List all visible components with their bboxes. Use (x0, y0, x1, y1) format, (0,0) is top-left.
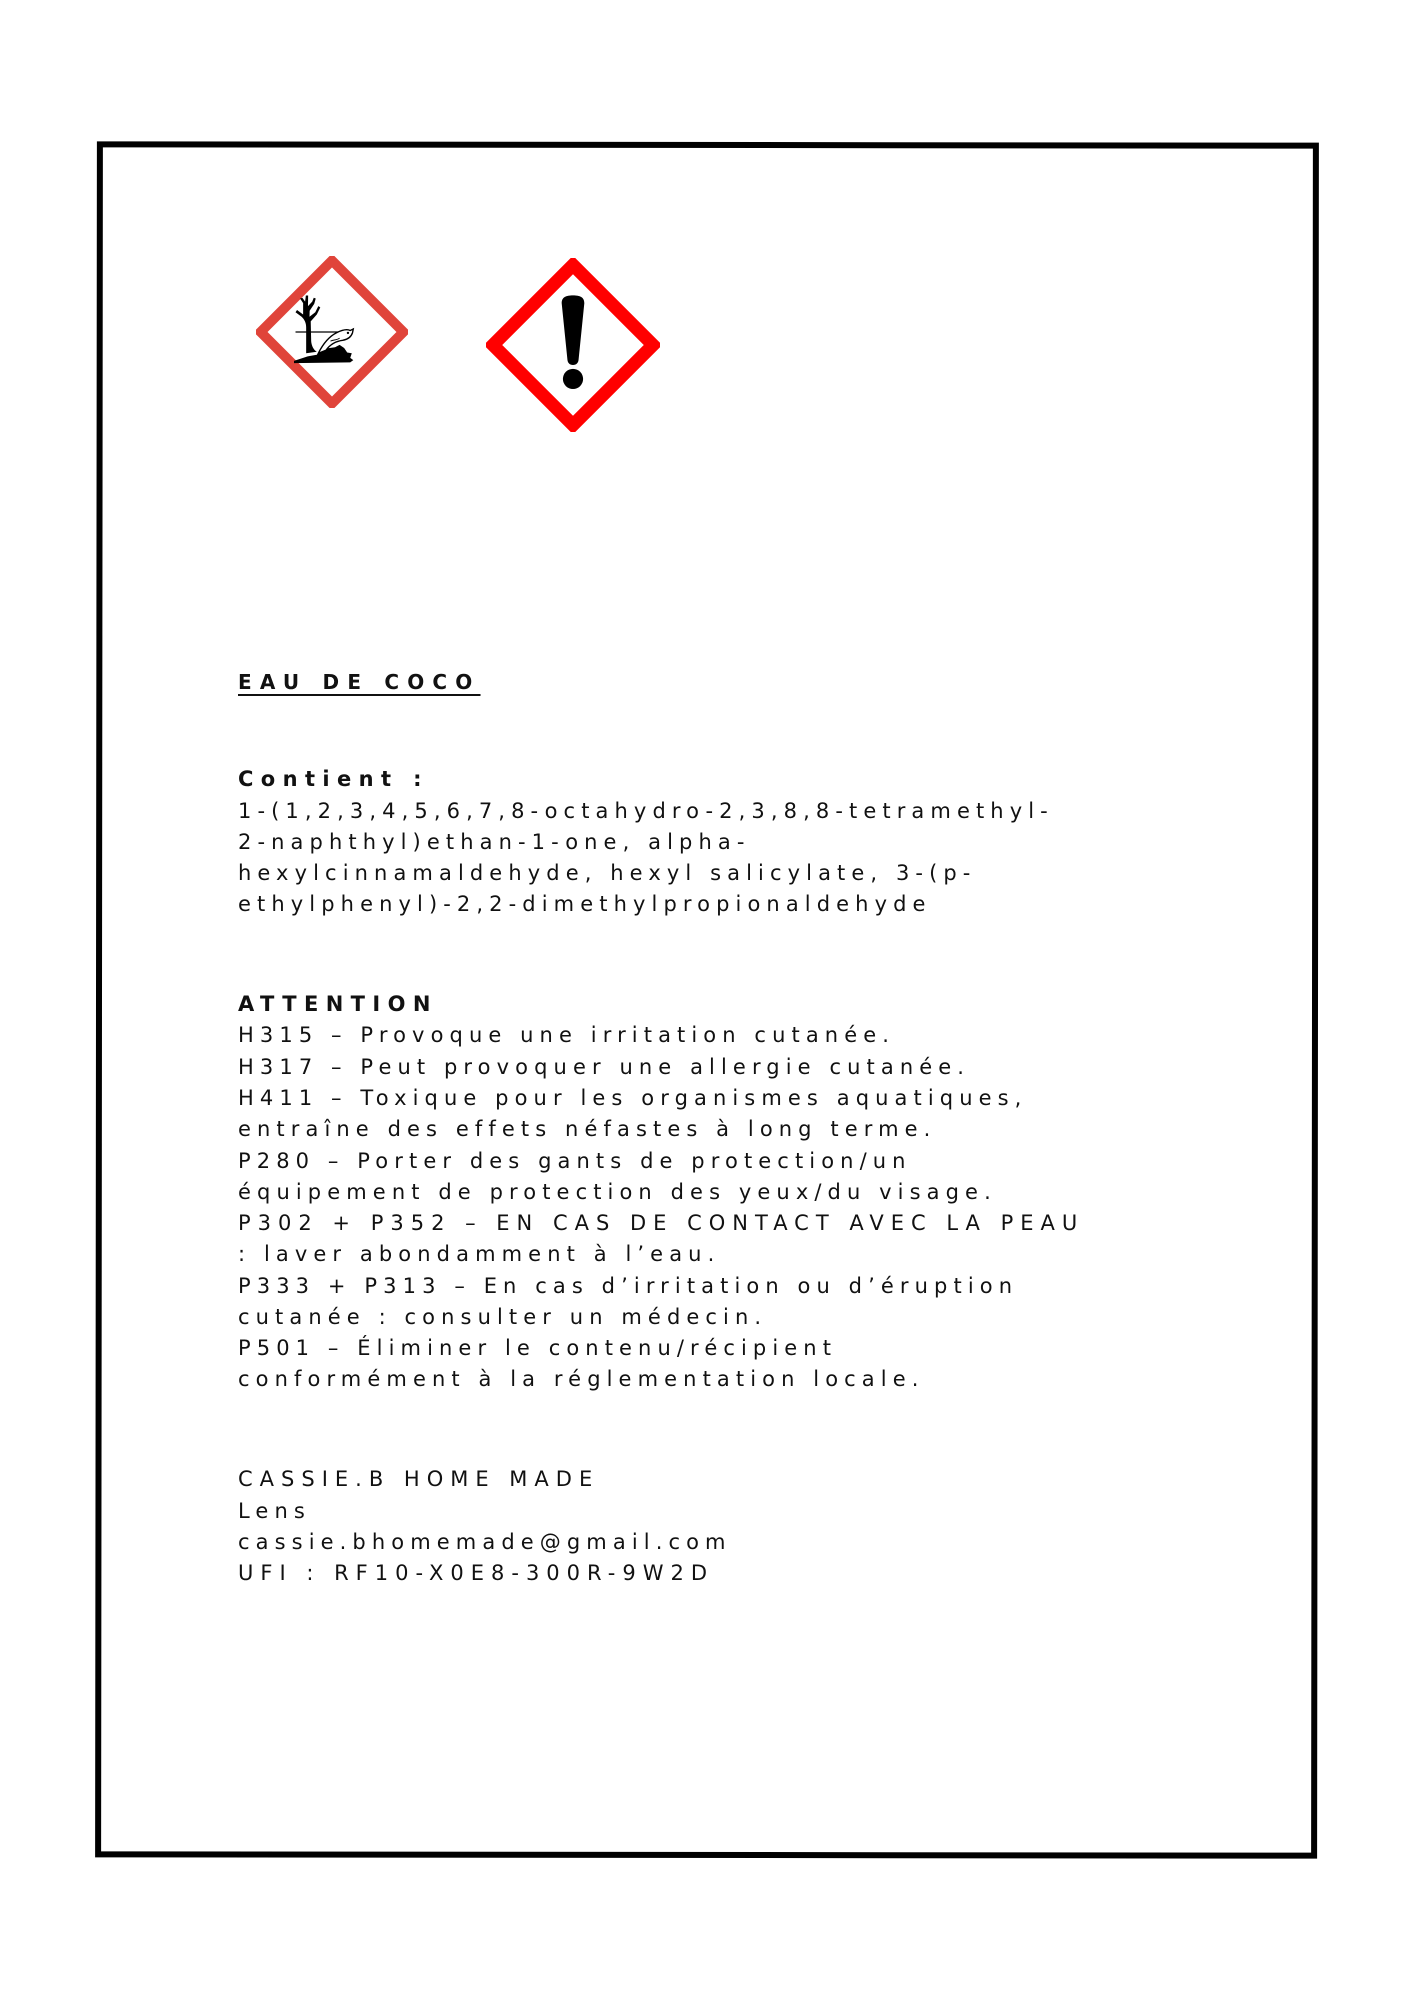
precaution-statement: conformément à la réglementation locale. (238, 1367, 925, 1391)
exclamation-mark-icon (486, 258, 660, 432)
precaution-statement: P501 – Éliminer le contenu/récipient (238, 1336, 838, 1360)
supplier-email: cassie.bhomemade@gmail.com (238, 1530, 732, 1554)
hazard-statement: H315 – Provoque une irritation cutanée. (238, 1023, 896, 1047)
contains-heading: Contient : (238, 767, 429, 791)
supplier-city: Lens (238, 1499, 311, 1523)
precaution-statement: équipement de protection des yeux/du visage. (238, 1180, 997, 1204)
ufi-code: UFI : RF10-X0E8-300R-9W2D (238, 1561, 715, 1585)
ingredient-line: hexylcinnamaldehyde, hexyl salicylate, 3-(p- (238, 861, 977, 885)
signal-word: ATTENTION (238, 992, 438, 1016)
precaution-statement: : laver abondamment à l’eau. (238, 1242, 721, 1266)
product-name: EAU DE COCO (238, 670, 481, 694)
precaution-statement: P280 – Porter des gants de protection/un (238, 1149, 912, 1173)
environment-hazard-icon (256, 256, 408, 408)
supplier-name: CASSIE.B HOME MADE (238, 1467, 600, 1491)
ingredient-line: 2-naphthyl)ethan-1-one, alpha- (238, 830, 751, 854)
precaution-statement: cutanée : consulter un médecin. (238, 1305, 768, 1329)
hazard-statement: H317 – Peut provoquer une allergie cutanée. (238, 1055, 971, 1079)
ingredient-line: ethylphenyl)-2,2-dimethylpropionaldehyde (238, 892, 932, 916)
precaution-statement: P302 + P352 – EN CAS DE CONTACT AVEC LA PEAU (238, 1211, 1085, 1235)
hazard-statement: entraîne des effets néfastes à long terme. (238, 1117, 937, 1141)
hazard-statement: H411 – Toxique pour les organismes aquatiques, (238, 1086, 1028, 1110)
precaution-statement: P333 + P313 – En cas d’irritation ou d’éruption (238, 1274, 1019, 1298)
ingredient-line: 1-(1,2,3,4,5,6,7,8-octahydro-2,3,8,8-tetramethyl- (238, 799, 1054, 823)
